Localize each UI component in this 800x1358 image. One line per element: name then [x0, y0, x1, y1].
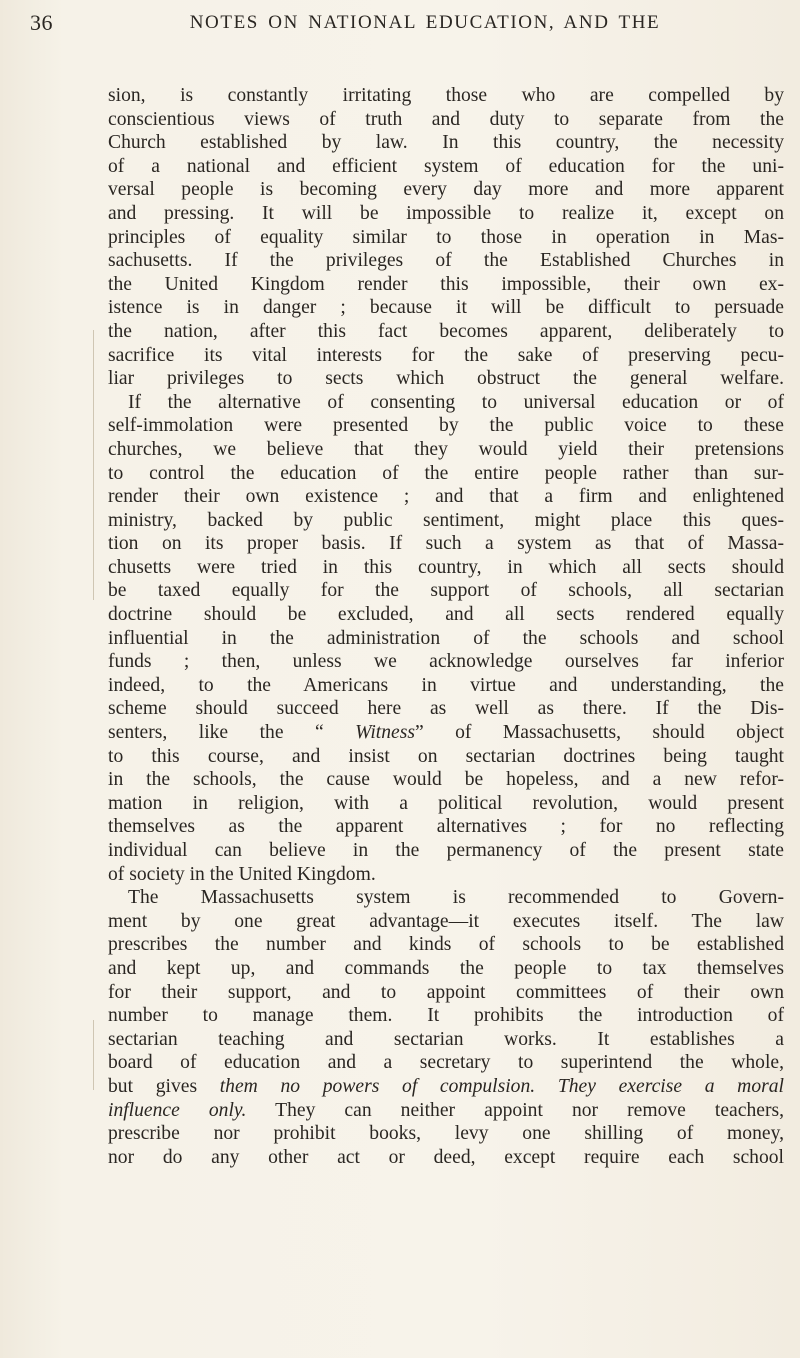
text-line: prescribes the number and kinds of schools to be established — [108, 934, 784, 956]
text-line: for their support, and to appoint committees of their own — [108, 981, 784, 1003]
text-line: nor do any other act or deed, except require each school — [108, 1146, 784, 1168]
text-line: tion on its proper basis. If such a system as that of Massa- — [108, 533, 784, 555]
text-line: to this course, and insist on sectarian doctrines being taught — [108, 745, 784, 767]
text-line: render their own existence ; and that a firm and enlightened — [108, 486, 784, 508]
text-line: Church established by law. In this country, the necessity — [108, 132, 784, 154]
text-line: prescribe nor prohibit books, levy one shilling of money, — [108, 1123, 784, 1145]
italic-run: influence only. — [108, 1099, 247, 1121]
margin-mark — [93, 1020, 94, 1090]
text-line: the United Kingdom render this impossible, their own ex- — [108, 273, 784, 295]
text-run: senters, like the “ — [108, 722, 356, 744]
text-line: number to manage them. It prohibits the introduction of — [108, 1005, 784, 1027]
text-line: of society in the United Kingdom. — [108, 863, 376, 885]
text-line: sachusetts. If the privileges of the Established Churches in — [108, 250, 784, 272]
text-line: sectarian teaching and sectarian works. It establishes a — [108, 1028, 784, 1050]
running-head — [30, 10, 770, 50]
margin-mark — [93, 330, 94, 600]
text-line: sacrifice its vital interests for the sake of preserving pecu- — [108, 344, 784, 366]
page-number: 36 — [30, 10, 53, 35]
text-line: of a national and efficient system of education for the uni- — [108, 155, 784, 177]
text-line: The Massachusetts system is recommended to Govern- — [128, 887, 784, 909]
text-line: be taxed equally for the support of schools, all sectarian — [108, 580, 784, 602]
text-line — [108, 1099, 784, 1123]
text-line: liar privileges to sects which obstruct the general welfare. — [108, 368, 784, 390]
body-text — [108, 84, 784, 1169]
text-line: to control the education of the entire people rather than sur- — [108, 462, 784, 484]
text-line: the nation, after this fact becomes apparent, deliberately to — [108, 320, 784, 342]
text-line: indeed, to the Americans in virtue and understanding, the — [108, 674, 784, 696]
text-line: principles of equality similar to those in operation in Mas- — [108, 226, 784, 248]
text-line: ment by one great advantage—it executes itself. The law — [108, 910, 784, 932]
text-line: funds ; then, unless we acknowledge ourselves far inferior — [108, 651, 784, 673]
text-line: individual can believe in the permanency of the present state — [108, 840, 784, 861]
text-line: conscientious views of truth and duty to separate from the — [108, 108, 784, 130]
text-line: influential in the administration of the schools and school — [108, 627, 784, 649]
text-line: sion, is constantly irritating those who are compelled by — [108, 85, 784, 106]
running-title: NOTES ON NATIONAL EDUCATION, AND THE — [189, 12, 661, 33]
italic-run: Witness — [355, 722, 415, 744]
italic-run: them no powers of compulsion. They exercise a moral — [219, 1075, 784, 1097]
text-line: themselves as the apparent alternatives ; for no reflecting — [108, 816, 784, 838]
text-line: and kept up, and commands the people to tax themselves — [108, 957, 784, 979]
text-run: but gives — [108, 1075, 220, 1097]
text-line — [108, 1075, 784, 1099]
text-line: versal people is becoming every day more and more apparent — [108, 179, 784, 201]
text-line: churches, we believe that they would yield their pretensions — [108, 438, 784, 460]
text-line: board of education and a secretary to superintend the whole, — [108, 1052, 784, 1074]
text-line: in the schools, the cause would be hopeless, and a new refor- — [108, 769, 784, 791]
text-line: ministry, backed by public sentiment, might place this ques- — [108, 509, 784, 531]
text-line: chusetts were tried in this country, in which all sects should — [108, 556, 784, 578]
text-line: doctrine should be excluded, and all sects rendered equally — [108, 604, 784, 626]
text-line: scheme should succeed here as well as there. If the Dis- — [108, 698, 784, 720]
text-run: ” of Massachusetts, should object — [414, 722, 784, 744]
text-line: and pressing. It will be impossible to realize it, except on — [108, 202, 784, 224]
text-line: If the alternative of consenting to universal education or of — [128, 391, 784, 413]
text-line: self-immolation were presented by the public voice to these — [108, 415, 784, 437]
text-line: istence is in danger ; because it will be difficult to persuade — [108, 297, 784, 319]
text-run: They can neither appoint nor remove teachers, — [246, 1099, 784, 1121]
text-line — [108, 721, 784, 745]
text-line: mation in religion, with a political revolution, would present — [108, 792, 784, 814]
